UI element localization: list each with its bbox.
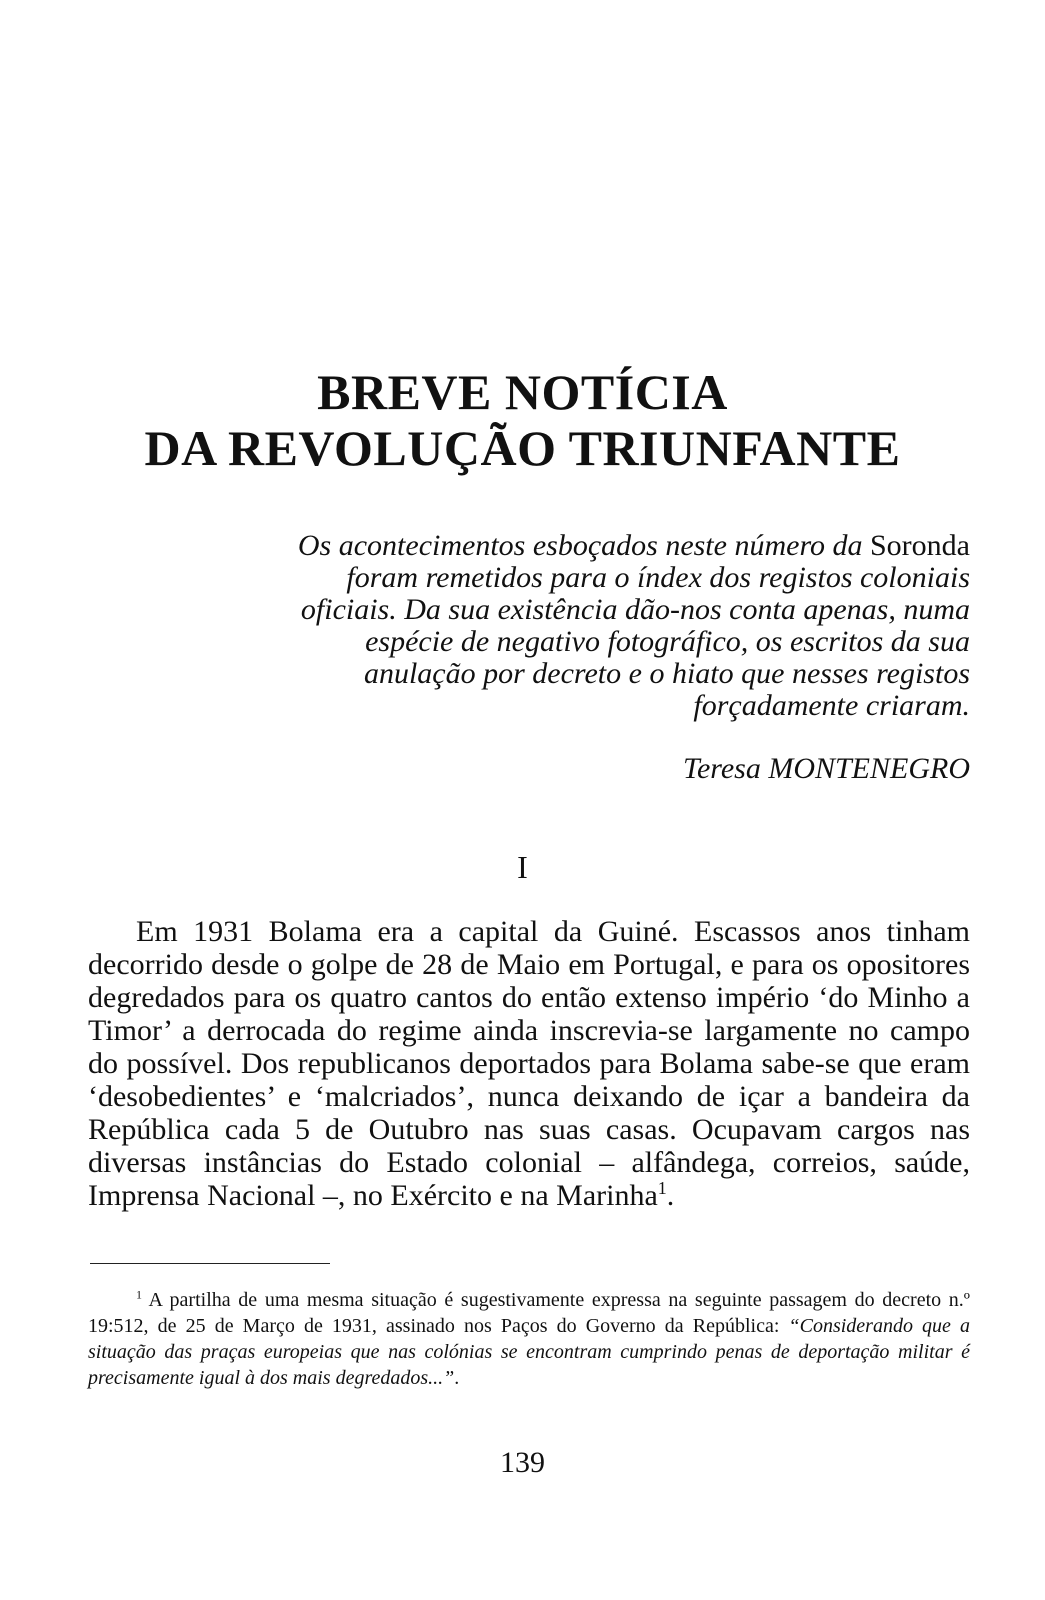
body-paragraph [88, 915, 970, 1212]
epigraph-author: Teresa MONTENEGRO [683, 752, 970, 785]
footnote-quote: “Considerando que a situação das praças europeias que nas colónias se encontram cumprindo penas de deportação militar é precisamente igual à dos mais degredados...” [88, 1315, 971, 1389]
page-number: 139 [500, 1446, 545, 1479]
body-paragraph-text: Em 1931 Bolama era a capital da Guiné. Escassos anos tinham decorrido desde o golpe de 28 de Maio em Portugal, e para os opositores degredados para os quatro cantos do então extenso império ‘do Minho a Timor’ a derrocada do regime ainda inscrevia-se largamente no campo do possível. Dos republicanos deportados para Bolama sabe-se que eram ‘desobedientes’ e ‘malcriados’, nunca deixando de içar a bandeira da República cada 5 de Outubro nas suas casas. Ocupavam cargos nas diversas instâncias do Estado colonial – alfândega, correios, saúde, Imprensa Nacional –, no Exército e na Marinha [88, 915, 970, 1212]
title-line-1: BREVE NOTÍCIA [317, 363, 728, 420]
epigraph [270, 530, 970, 722]
footnote-reference[interactable]: 1 [657, 1178, 667, 1198]
footnote-text: A partilha de uma mesma situação é sugestivamente expressa na seguinte passagem do decreto n.º 19:512, de 25 de Março de 1931, assinado nos Paços do Governo da República: [88, 1289, 970, 1337]
footnote-end: . [454, 1367, 460, 1389]
body-paragraph-end: . [666, 1179, 675, 1212]
footnote-paragraph [88, 1287, 970, 1391]
footnote-divider [90, 1263, 330, 1264]
footnote [88, 1287, 970, 1391]
epigraph-publication-name: Soronda [870, 529, 970, 562]
epigraph-text-part-2: foram remetidos para o índex dos registos coloniais oficiais. Da sua existência dão-nos conta apenas, numa espécie de negativo fotográfico, os escritos da sua anulação por decreto e o hiato que nesses registos forçadamente criaram. [300, 561, 970, 722]
footnote-marker: 1 [136, 1287, 142, 1302]
section-number: I [517, 849, 528, 885]
epigraph-text-part-1: Os acontecimentos esboçados neste número da [297, 529, 870, 562]
article-title [0, 364, 1045, 476]
title-line-2: DA REVOLUÇÃO TRIUNFANTE [144, 419, 901, 476]
body-text [88, 915, 970, 1212]
